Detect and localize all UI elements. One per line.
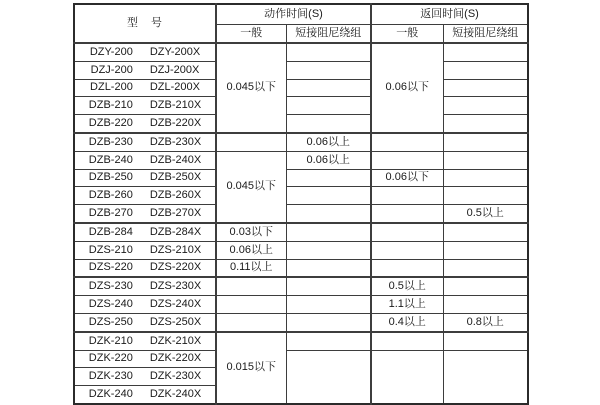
model-cell — [74, 205, 216, 223]
action-damped-cell — [286, 277, 371, 295]
model-cell — [74, 115, 216, 133]
model-name-x: DZK-220X — [149, 352, 202, 365]
table-row — [74, 169, 528, 187]
return-damped-cell — [443, 332, 528, 350]
model-cell — [74, 350, 216, 368]
model-cell — [74, 79, 216, 97]
return-damped-cell — [443, 169, 528, 187]
action-general-cell — [216, 133, 286, 151]
return-damped-cell — [443, 277, 528, 295]
table-row — [74, 133, 528, 151]
relay-timing-table — [73, 3, 529, 405]
return-general-cell — [371, 151, 443, 169]
return-damped-cell — [443, 151, 528, 169]
action-damped-cell — [286, 313, 371, 331]
table-row — [74, 79, 528, 97]
table-row — [74, 61, 528, 79]
return-damped-cell — [443, 187, 528, 205]
action-general-cell: 0.015以下 — [216, 332, 286, 404]
action-damped-cell: 0.06以上 — [286, 133, 371, 151]
model-name: DZB-284 — [88, 225, 133, 238]
action-general-cell: 0.045以下 — [216, 43, 286, 133]
return-general-cell: 0.06以下 — [371, 43, 443, 133]
table-row — [74, 277, 528, 295]
table-row — [74, 241, 528, 259]
action-damped-cell — [286, 79, 371, 97]
table-row — [74, 187, 528, 205]
return-general-cell: 0.06以下 — [371, 169, 443, 187]
return-damped-cell — [443, 79, 528, 97]
model-name-x: DZS-250X — [149, 315, 202, 328]
model-name: DZB-260 — [88, 189, 133, 202]
action-damped-cell — [286, 223, 371, 241]
model-name: DZS-230 — [88, 280, 133, 293]
return-damped-cell — [443, 97, 528, 115]
return-general-cell: 0.5以上 — [371, 277, 443, 295]
model-name: DZK-240 — [88, 388, 133, 401]
table-row — [74, 43, 528, 61]
model-name: DZB-210 — [88, 99, 133, 112]
return-general-cell: 0.4以上 — [371, 313, 443, 331]
return-general-cell — [371, 133, 443, 151]
model-name: DZJ-200 — [90, 63, 133, 76]
model-cell — [74, 187, 216, 205]
model-name: DZS-240 — [88, 298, 133, 311]
return-damped-cell: 0.8以上 — [443, 313, 528, 331]
return-damped-cell — [443, 43, 528, 61]
model-cell — [74, 169, 216, 187]
model-name-x: DZB-220X — [149, 117, 202, 130]
model-name-x: DZK-230X — [149, 370, 202, 383]
action-damped-cell — [286, 259, 371, 277]
table-row — [74, 97, 528, 115]
header-return-damped: 短接阻尼绕组 — [443, 25, 528, 44]
model-name-x: DZJ-200X — [149, 63, 200, 76]
model-cell — [74, 296, 216, 314]
return-damped-cell — [443, 296, 528, 314]
action-general-cell: 0.03以下 — [216, 223, 286, 241]
return-damped-cell: 0.5以上 — [443, 205, 528, 223]
model-cell — [74, 43, 216, 61]
header-action-general: 一般 — [216, 25, 286, 44]
table-row — [74, 223, 528, 241]
action-damped-cell — [286, 187, 371, 205]
table-row — [74, 296, 528, 314]
action-damped-cell — [286, 332, 371, 350]
header-action-damped: 短接阻尼绕组 — [286, 25, 371, 44]
table-row — [74, 350, 528, 368]
model-cell — [74, 223, 216, 241]
return-general-cell — [371, 205, 443, 223]
return-general-cell — [371, 350, 443, 404]
return-general-cell — [371, 241, 443, 259]
model-cell — [74, 332, 216, 350]
return-damped-cell — [443, 133, 528, 151]
action-damped-cell — [286, 241, 371, 259]
return-general-cell — [371, 259, 443, 277]
return-general-cell — [371, 332, 443, 350]
action-damped-cell — [286, 61, 371, 79]
action-damped-cell — [286, 97, 371, 115]
model-name: DZB-230 — [88, 135, 133, 148]
return-damped-cell — [443, 241, 528, 259]
model-name: DZL-200 — [90, 81, 133, 94]
table-row — [74, 115, 528, 133]
model-name-x: DZY-200X — [149, 45, 201, 58]
model-name: DZB-220 — [88, 117, 133, 130]
table-row — [74, 332, 528, 350]
model-name-x: DZB-240X — [149, 153, 202, 166]
return-damped-cell — [443, 61, 528, 79]
action-general-cell: 0.045以下 — [216, 151, 286, 223]
return-general-cell — [371, 187, 443, 205]
action-general-cell — [216, 296, 286, 314]
model-cell — [74, 277, 216, 295]
model-cell — [74, 151, 216, 169]
return-general-cell: 1.1以上 — [371, 296, 443, 314]
model-name-x: DZB-284X — [149, 225, 202, 238]
model-name-x: DZB-250X — [149, 171, 202, 184]
model-name-x: DZK-240X — [149, 388, 202, 401]
model-cell — [74, 313, 216, 331]
return-damped-cell — [443, 350, 528, 404]
action-damped-cell — [286, 43, 371, 61]
model-name: DZB-250 — [88, 171, 133, 184]
model-name-x: DZS-210X — [149, 243, 202, 256]
model-name: DZS-210 — [88, 243, 133, 256]
table-row — [74, 205, 528, 223]
model-name-x: DZK-210X — [149, 334, 202, 347]
model-cell — [74, 368, 216, 386]
model-name: DZB-270 — [88, 207, 133, 220]
model-name-x: DZB-270X — [149, 207, 202, 220]
model-name: DZK-220 — [88, 352, 133, 365]
model-name: DZB-240 — [88, 153, 133, 166]
action-damped-cell — [286, 205, 371, 223]
action-damped-cell — [286, 350, 371, 404]
action-damped-cell — [286, 296, 371, 314]
model-cell — [74, 61, 216, 79]
header-return-time: 返回时间(S) — [371, 4, 528, 25]
action-damped-cell — [286, 115, 371, 133]
action-damped-cell: 0.06以上 — [286, 151, 371, 169]
action-damped-cell — [286, 169, 371, 187]
table-row — [74, 313, 528, 331]
model-name: DZK-210 — [88, 334, 133, 347]
model-name: DZK-230 — [88, 370, 133, 383]
model-name-x: DZS-230X — [149, 280, 202, 293]
model-cell — [74, 133, 216, 151]
model-name-x: DZB-230X — [149, 135, 202, 148]
model-name: DZY-200 — [89, 45, 133, 58]
return-general-cell — [371, 223, 443, 241]
model-cell — [74, 259, 216, 277]
return-damped-cell — [443, 115, 528, 133]
header-return-general: 一般 — [371, 25, 443, 44]
action-general-cell: 0.06以上 — [216, 241, 286, 259]
model-name: DZS-220 — [88, 261, 133, 274]
model-name-x: DZS-220X — [149, 261, 202, 274]
model-name-x: DZB-210X — [149, 99, 202, 112]
model-name: DZS-250 — [88, 315, 133, 328]
action-general-cell: 0.11以上 — [216, 259, 286, 277]
model-cell — [74, 97, 216, 115]
return-damped-cell — [443, 223, 528, 241]
table-row — [74, 151, 528, 169]
header-action-time: 动作时间(S) — [216, 4, 371, 25]
model-cell — [74, 241, 216, 259]
model-cell — [74, 386, 216, 404]
action-general-cell — [216, 277, 286, 295]
model-name-x: DZS-240X — [149, 298, 202, 311]
action-general-cell — [216, 313, 286, 331]
header-model: 型 号 — [74, 4, 216, 43]
model-name-x: DZL-200X — [149, 81, 200, 94]
model-name-x: DZB-260X — [149, 189, 202, 202]
return-damped-cell — [443, 259, 528, 277]
table-row — [74, 259, 528, 277]
